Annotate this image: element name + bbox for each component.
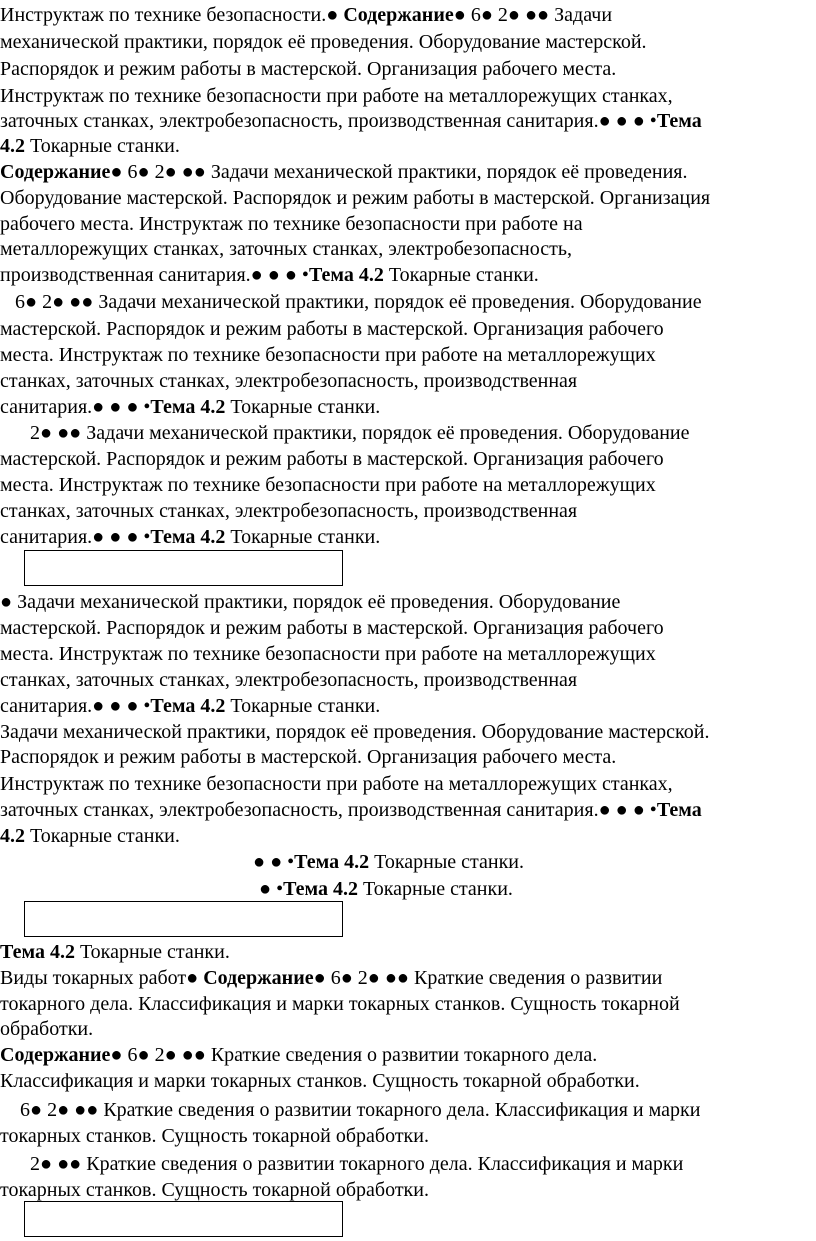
text-segment: механической практики, порядок её проведения. Оборудование мастерской. [0, 31, 647, 53]
text-segment: Токарные станки. [369, 851, 525, 873]
text-segment: Токарные станки. [358, 878, 513, 900]
bold-text: Тема 4.2 [150, 396, 226, 418]
text-segment: станках, заточных станках, электробезопасность, производственная [0, 500, 578, 522]
bold-text: Тема [656, 110, 702, 132]
text-segment: Токарные станки. [225, 695, 381, 717]
text-line [0, 472, 656, 499]
text-segment: Токарные станки. [25, 825, 180, 847]
text-line [0, 719, 709, 746]
text-line [0, 56, 616, 83]
text-line [0, 823, 180, 850]
text-line [0, 446, 664, 473]
text-segment: Токарные станки. [383, 264, 539, 286]
bold-text: Содержание [343, 4, 454, 26]
text-segment: 2● ●● Краткие сведения о развитии токарного дела. Классификация и марки [0, 1153, 684, 1175]
text-segment: токарных станков. Сущность токарной обработки. [0, 1125, 429, 1147]
empty-box [24, 901, 343, 937]
text-segment: рабочего места. Инструктаж по технике безопасности при работе на [0, 213, 583, 235]
text-line [0, 1016, 93, 1043]
text-line [0, 1123, 429, 1150]
text-segment: мастерской. Распорядок и режим работы в мастерской. Организация рабочего [0, 448, 664, 470]
text-line [0, 771, 673, 798]
text-line [0, 1097, 700, 1124]
text-line [0, 185, 710, 212]
text-segment: токарного дела. Классификация и марки токарных станков. Сущность токарной [0, 993, 680, 1015]
text-segment: Виды токарных работ● [0, 967, 204, 989]
text-segment: ● • [259, 878, 284, 900]
text-line [0, 991, 680, 1018]
text-line [0, 133, 180, 160]
text-line [0, 524, 380, 551]
text-line [0, 965, 662, 992]
text-segment: места. Инструктаж по технике безопасности при работе на металлорежущих [0, 344, 656, 366]
text-segment: места. Инструктаж по технике безопасности при работе на металлорежущих [0, 474, 656, 496]
text-line [0, 83, 673, 110]
text-segment: ● 6● 2● ●● Краткие сведения о развитии [313, 967, 663, 989]
bold-text: Тема 4.2 [283, 878, 359, 900]
text-segment: Инструктаж по технике безопасности.● [0, 4, 344, 26]
text-line [0, 1042, 597, 1069]
text-segment: токарных станков. Сущность токарной обработки. [0, 1179, 429, 1201]
text-segment: мастерской. Распорядок и режим работы в мастерской. Организация рабочего [0, 318, 664, 340]
text-line [0, 589, 620, 616]
text-line [0, 29, 647, 56]
text-line [0, 1068, 640, 1095]
text-segment: металлорежущих станках, заточных станках, электробезопасность, [0, 238, 572, 260]
text-segment: 6● 2● ●● Задачи механической практики, порядок её проведения. Оборудование [0, 291, 702, 313]
empty-box [24, 1201, 343, 1237]
text-line [0, 108, 702, 135]
text-line [0, 1151, 683, 1178]
text-segment: Токарные станки. [74, 941, 230, 963]
bold-text: Тема 4.2 [0, 941, 75, 963]
text-line [0, 641, 656, 668]
text-segment: Задачи механической практики, порядок её проведения. Оборудование мастерской. [0, 721, 710, 743]
text-line [0, 316, 664, 343]
bold-text: Тема 4.2 [294, 851, 370, 873]
text-segment: ● Задачи механической практики, порядок её проведения. Оборудование [0, 591, 621, 613]
text-line [0, 2, 612, 29]
text-line [0, 498, 577, 525]
bold-text: Тема 4.2 [150, 695, 226, 717]
text-segment: станках, заточных станках, электробезопасность, производственная [0, 370, 578, 392]
text-line [0, 420, 690, 447]
text-line [0, 744, 616, 771]
text-segment: Классификация и марки токарных станков. Сущность токарной обработки. [0, 1070, 640, 1092]
text-segment: санитария.● ● ● • [0, 526, 151, 548]
text-segment: заточных станках, электробезопасность, производственная санитария.● ● ● • [0, 799, 657, 821]
text-line [0, 615, 664, 642]
text-segment: мастерской. Распорядок и режим работы в мастерской. Организация рабочего [0, 617, 664, 639]
text-segment: ● ● • [253, 851, 295, 873]
text-line [0, 1177, 429, 1204]
text-line [0, 342, 656, 369]
text-segment: Токарные станки. [225, 396, 381, 418]
text-segment: станках, заточных станках, электробезопасность, производственная [0, 669, 578, 691]
text-segment: обработки. [0, 1018, 94, 1040]
bold-text: Тема [656, 799, 702, 821]
bold-text: 4.2 [0, 825, 25, 847]
text-line [0, 394, 380, 421]
text-segment: производственная санитария.● ● ● • [0, 264, 309, 286]
text-line [0, 159, 687, 186]
text-segment: Распорядок и режим работы в мастерской. Организация рабочего места. [0, 58, 617, 80]
text-line [253, 849, 524, 876]
text-line [0, 667, 577, 694]
text-line [0, 236, 572, 263]
text-segment: санитария.● ● ● • [0, 695, 151, 717]
text-line [0, 939, 230, 966]
bold-text: Тема 4.2 [150, 526, 226, 548]
text-line [259, 876, 513, 903]
text-line [0, 797, 702, 824]
text-segment: Распорядок и режим работы в мастерской. Организация рабочего места. [0, 746, 617, 768]
text-line [0, 693, 380, 720]
text-segment: заточных станках, электробезопасность, производственная санитария.● ● ● • [0, 110, 657, 132]
bold-text: Содержание [0, 1044, 111, 1066]
text-segment: 6● 2● ●● Краткие сведения о развитии токарного дела. Классификация и марки [0, 1099, 701, 1121]
text-segment: 2● ●● Задачи механической практики, порядок её проведения. Оборудование [0, 422, 690, 444]
text-line [0, 368, 577, 395]
empty-box [24, 550, 343, 586]
text-segment: ● 6● 2● ●● Краткие сведения о развитии токарного дела. [110, 1044, 598, 1066]
text-segment: места. Инструктаж по технике безопасности при работе на металлорежущих [0, 643, 656, 665]
text-line [0, 262, 539, 289]
text-segment: санитария.● ● ● • [0, 396, 151, 418]
text-line [0, 289, 702, 316]
text-segment: Инструктаж по технике безопасности при работе на металлорежущих станках, [0, 773, 673, 795]
text-segment: Токарные станки. [225, 526, 381, 548]
text-line [0, 211, 583, 238]
bold-text: Содержание [203, 967, 314, 989]
text-segment: Инструктаж по технике безопасности при работе на металлорежущих станках, [0, 85, 673, 107]
bold-text: Содержание [0, 161, 111, 183]
text-segment: ● 6● 2● ●● Задачи [453, 4, 613, 26]
text-segment: ● 6● 2● ●● Задачи механической практики, порядок её проведения. [110, 161, 688, 183]
bold-text: Тема 4.2 [308, 264, 384, 286]
text-segment: Токарные станки. [25, 135, 180, 157]
text-segment: Оборудование мастерской. Распорядок и режим работы в мастерской. Организация [0, 187, 711, 209]
bold-text: 4.2 [0, 135, 25, 157]
